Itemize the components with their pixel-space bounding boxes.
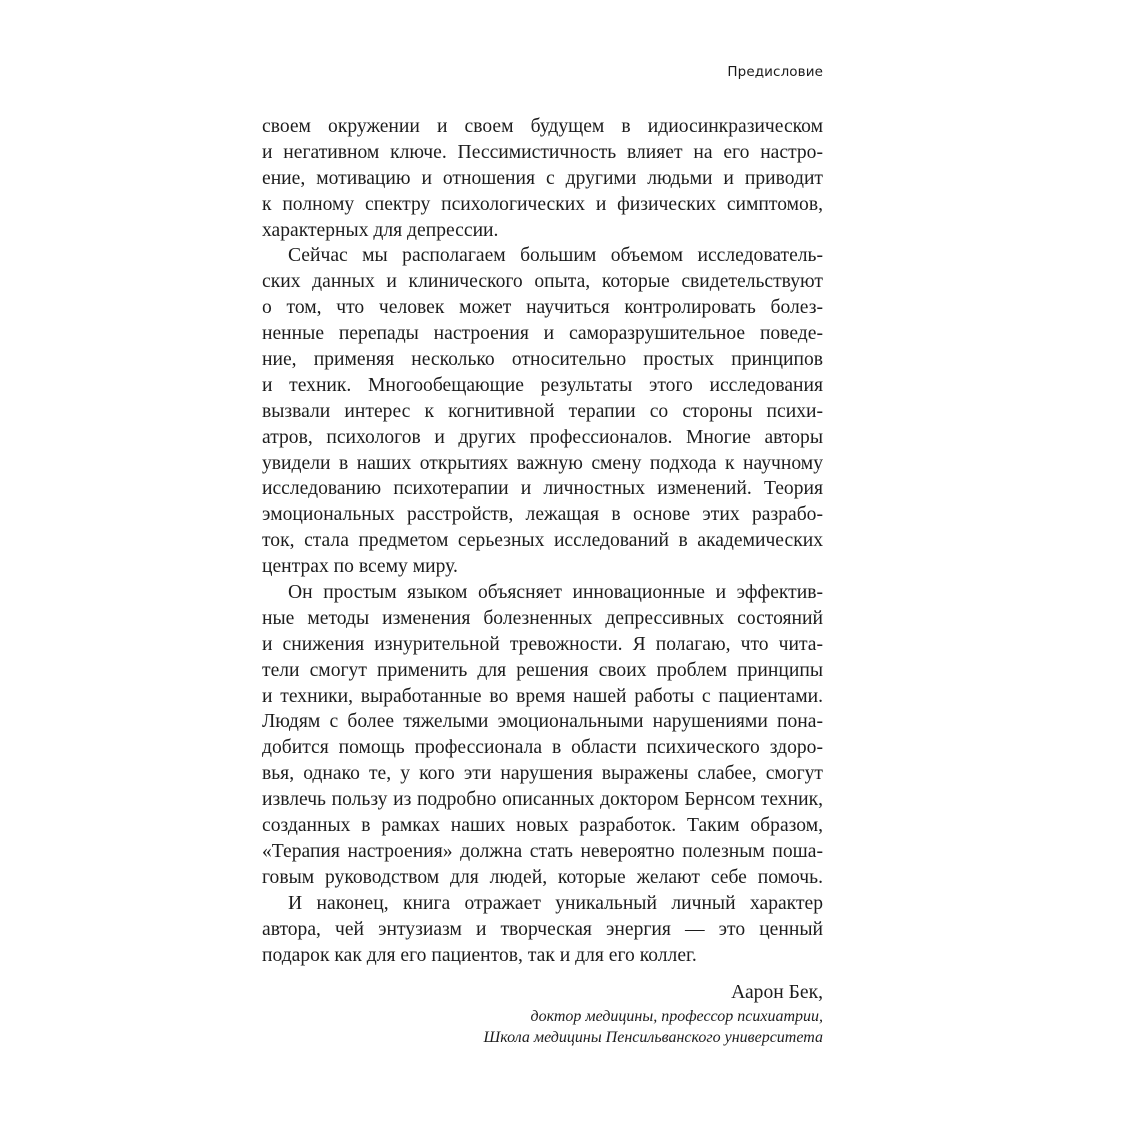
text-line: и негативном ключе. Пессимистичность влияет на его настро- (262, 141, 823, 163)
author-affiliation: Школа медицины Пенсильванского университета (483, 1029, 823, 1046)
text-line: Людям с более тяжелыми эмоциональными нарушениями пона- (262, 711, 823, 733)
paragraph-3 (262, 580, 823, 891)
text-line: и снижения изнурительной тревожности. Я полагаю, что чита- (262, 633, 823, 655)
text-line: Он простым языком объясняет инновационные и эффектив- (288, 582, 823, 604)
running-head: Предисловие (727, 64, 823, 80)
text-line: своем окружении и своем будущем в идиосинкразическом (262, 116, 823, 137)
paragraph-1 (262, 114, 823, 243)
text-line: ских данных и клинического опыта, которые свидетельствуют (262, 271, 823, 293)
text-line: исследованию психотерапии и личностных изменений. Теория (262, 478, 823, 500)
text-line: И наконец, книга отражает уникальный личный характер (288, 892, 823, 914)
text-line: вызвали интерес к когнитивной терапии со стороны психи- (262, 400, 823, 422)
text-line: вья, однако те, у кого эти нарушения выражены слабее, смогут (262, 763, 823, 785)
paragraph-4 (262, 891, 823, 969)
text-line: к полному спектру психологических и физических симптомов, (262, 193, 823, 215)
body-text (262, 114, 823, 968)
text-line: «Терапия настроения» должна стать невероятно полезным поша- (262, 840, 823, 862)
text-line: ение, мотивацию и отношения с другими людьми и приводит (262, 167, 823, 189)
text-line: ные методы изменения болезненных депрессивных состояний (262, 607, 823, 629)
paragraph-2 (262, 243, 823, 580)
text-line: характерных для депрессии. (262, 219, 499, 241)
text-line: атров, психологов и других профессионалов. Многие авторы (262, 426, 823, 448)
text-line: эмоциональных расстройств, лежащая в основе этих разрабо- (262, 504, 823, 526)
text-line: и техники, выработанные во время нашей работы с пациентами. (262, 685, 823, 707)
text-line: тели смогут применить для решения своих проблем принципы (262, 659, 823, 681)
text-line: о том, что человек может научиться контролировать болез- (262, 297, 823, 319)
text-line: говым руководством для людей, которые желают себе помочь. (262, 866, 823, 888)
text-line: центрах по всему миру. (262, 556, 458, 578)
text-line: ток, стала предметом серьезных исследований в академических (262, 530, 823, 552)
text-line: ние, применяя несколько относительно простых принципов (262, 349, 823, 371)
text-line: подарок как для его пациентов, так и для его коллег. (262, 944, 697, 966)
text-line: увидели в наших открытиях важную смену подхода к научному (262, 452, 823, 474)
text-line: и техник. Многообещающие результаты этого исследования (262, 374, 823, 396)
text-line: ненные перепады настроения и саморазрушительное поведе- (262, 323, 823, 345)
signature-block (484, 980, 823, 1048)
author-title: доктор медицины, профессор психиатрии, (530, 1008, 823, 1025)
text-line: Сейчас мы располагаем большим объемом исследователь- (288, 245, 823, 267)
text-line: автора, чей энтузиазм и творческая энергия — это ценный (262, 918, 823, 940)
author-name: Аарон Бек, (731, 982, 823, 1003)
text-line: добится помощь профессионала в области психического здоро- (262, 737, 823, 759)
text-line: созданных в рамках наших новых разработок. Таким образом, (262, 815, 823, 837)
text-line: извлечь пользу из подробно описанных доктором Бернсом техник, (262, 789, 823, 811)
